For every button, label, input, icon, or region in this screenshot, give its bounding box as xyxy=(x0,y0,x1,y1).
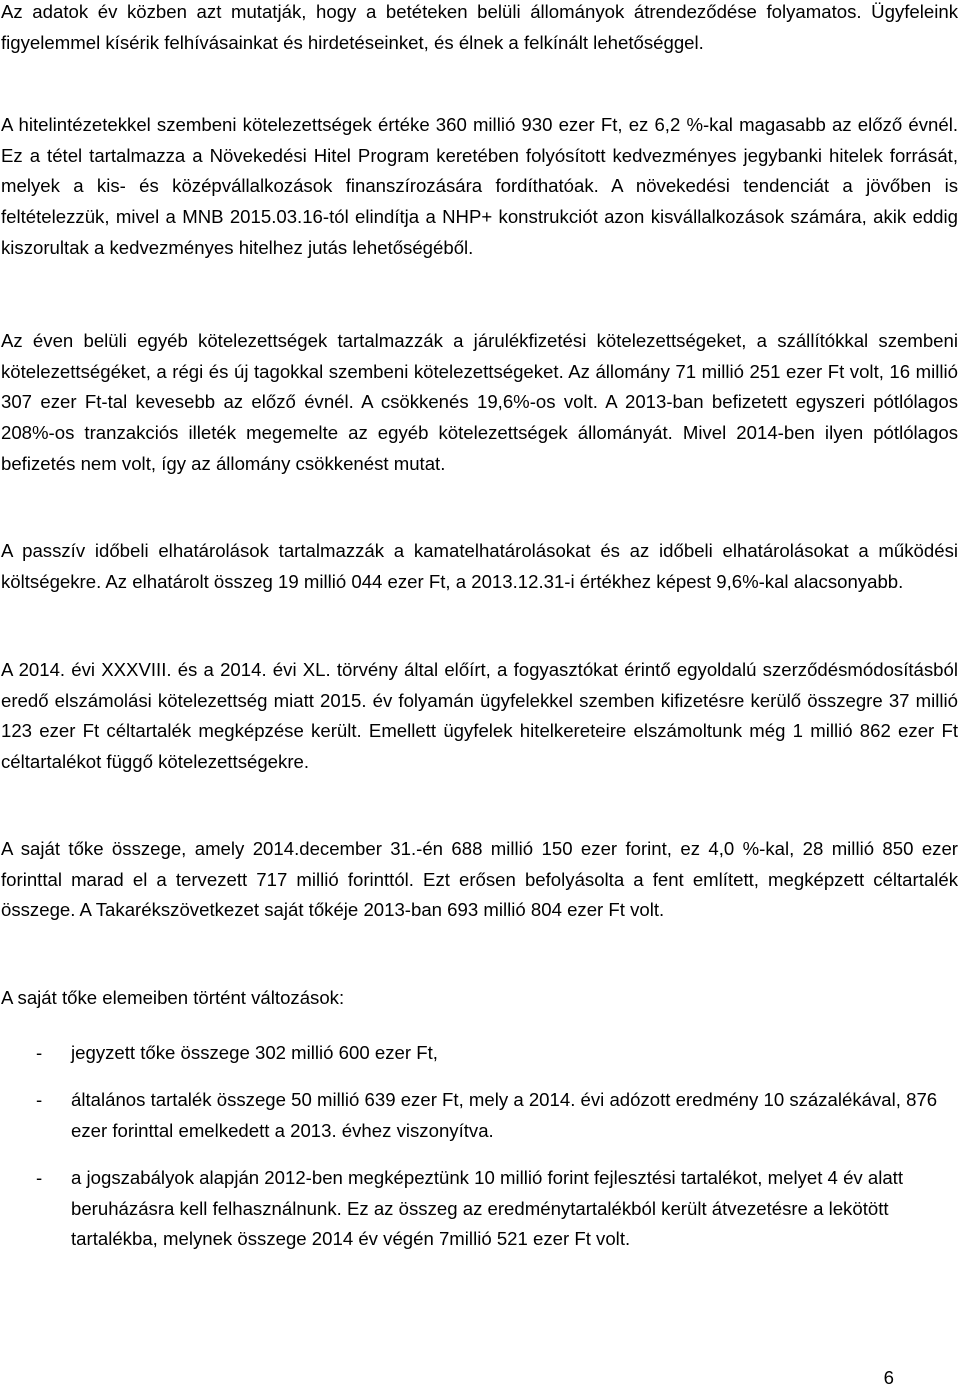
list-item-text: a jogszabályok alapján 2012-ben megképeztünk 10 millió forint fejlesztési tartalékot, melyet 4 év alatt beruházásra kell felhasználnunk. Ez az összeg az eredménytartalékból került átvezetésre a lekötött tartalékba, melynek összege 2014 év végén 7millió 521 ezer Ft volt. xyxy=(71,1167,904,1250)
paragraph-accruals: A passzív időbeli elhatárolások tartalmazzák a kamatelhatárolásokat és az időbeli elhatárolásokat a működési költségekre. Az elhatárolt összeg 19 millió 044 ezer Ft, a 2013.12.31-i értékhez képest 9,6%-kal alacsonyabb. xyxy=(1,540,958,592)
paragraph-other-liabilities: Az éven belüli egyéb kötelezettségek tartalmazzák a járulékfizetési kötelezettségeket, a szállítókkal szembeni kötelezettségéket, a régi és új tagokkal szembeni kötelezettségeket. Az állomány 71 millió 251 ezer Ft volt, 16 millió 307 ezer Ft-tal kevesebb az előző évnél. A csökkenés 19,6%-os volt. A 2013-ban befizetett egyszeri pótlólagos 208%-os tranzakciós illeték megemelte az egyéb kötelezettségek állományát. Mivel 2014-ben ilyen pótlólagos befizetés nem volt, így az állomány csökkenést mutat. xyxy=(1,330,958,474)
paragraph-deposits: Az adatok év közben azt mutatják, hogy a betéteken belüli állományok átrendeződése folyamatos. Ügyfeleink figyelemmel kísérik felhívásainkat és hirdetéseinket, és élnek a felkínált lehetőséggel. xyxy=(1,1,958,53)
paragraph-equity: A saját tőke összege, amely 2014.december 31.-én 688 millió 150 ezer forint, ez 4,0 %-kal, 28 millió 850 ezer forinttal marad el a tervezett 717 millió forinttól. Ezt erősen befolyásolta a fent említett, megképzett céltartalék összege. A Takarékszövetkezet saját tőkéje 2013-ban 693 millió 804 ezer Ft volt. xyxy=(1,838,958,921)
list-item-text: általános tartalék összege 50 millió 639 ezer Ft, mely a 2014. évi adózott eredmény 10 százalékával, 876 ezer forinttal emelkedett a 2013. évhez viszonyítva. xyxy=(71,1089,938,1141)
paragraph-equity-changes-intro: A saját tőke elemeiben történt változások: xyxy=(1,987,345,1008)
list-dash: - xyxy=(36,1089,43,1110)
list-dash: - xyxy=(36,1042,43,1063)
page-number: 6 xyxy=(883,1367,894,1388)
paragraph-credit-institutions: A hitelintézetekkel szembeni kötelezettségek értéke 360 millió 930 ezer Ft, ez 6,2 %-kal magasabb az előző évnél. Ez a tétel tartalmazza a Növekedési Hitel Program keretében folyósított kedvezményes jegybanki hitelek forrását, melyek a kis- és középvállalkozások finanszírozására fordíthatóak. A növekedési tendenciát a jövőben is feltételezzük, mivel a MNB 2015.03.16-tól elindítja a NHP+ konstrukciót azon kisvállalkozások számára, akik eddig kiszorultak a kedvezményes hitelhez jutás lehetőségéből. xyxy=(1,114,958,258)
list-dash: - xyxy=(36,1167,43,1188)
paragraph-provisions: A 2014. évi XXXVIII. és a 2014. évi XL. törvény által előírt, a fogyasztókat érintő egyoldalú szerződésmódosításból eredő elszámolási kötelezettség miatt 2015. év folyamán ügyfelekkel szemben kifizetésre kerülő összegre 37 millió 123 ezer Ft céltartalék megképzése került. Emellett ügyfelek hitelkereteire elszámoltunk még 1 millió 862 ezer Ft céltartalékot függő kötelezettségekre. xyxy=(1,659,958,773)
list-item-text: jegyzett tőke összege 302 millió 600 ezer Ft, xyxy=(71,1042,438,1063)
